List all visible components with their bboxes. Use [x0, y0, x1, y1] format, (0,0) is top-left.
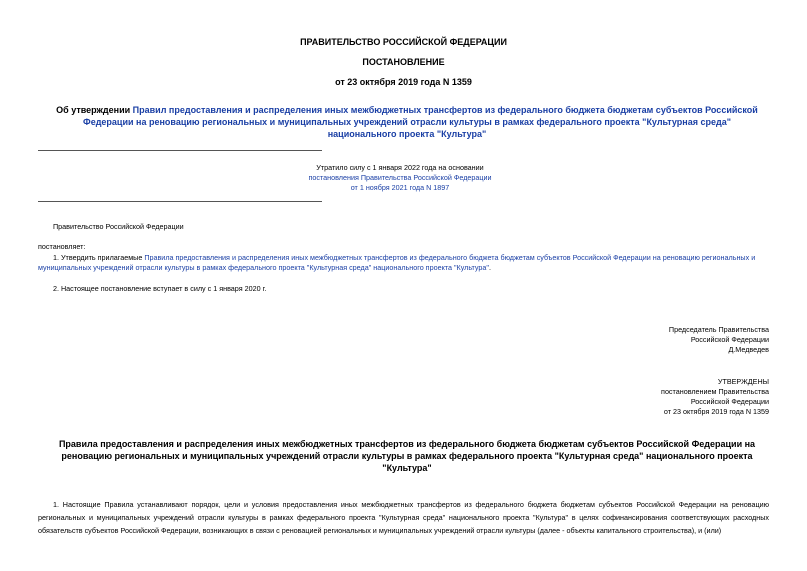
signature-name: Д.Медведев [728, 345, 769, 354]
signature-line-2: Российской Федерации [690, 335, 769, 344]
rules-paragraph-1: 1. Настоящие Правила устанавливают порядок, цели и условия предоставления иных межбюджетных трансфертов из федерального бюджета бюджетам субъектов Российской Федерации на реновацию региональных и муниципальных учреждений отрасли культуры в рамках федерального проекта "Культурная среда" национального проекта "Культура" в целях софинансирования соответствующих расходных обязательств субъектов Российской Федерации, возникающих в связи с реновацией региональных и муниципальных учреждений отрасли культуры (далее - объекты капитального строительства), и (или) [38, 500, 769, 535]
doc-title-link[interactable]: Правил предоставления и распределения иных межбюджетных трансфертов из федерального бюджета бюджетам субъектов Российской Федерации на реновацию региональных и муниципальных учреждений отрасли культуры в рамках федерального проекта "Культурная среда" национального проекта "Культура" [83, 105, 758, 139]
status-note-text: Утратило силу с 1 января 2022 года на основании [316, 163, 484, 172]
approved-line-2: постановлением Правительства [661, 387, 769, 396]
item-2: 2. Настоящее постановление вступает в силу с 1 января 2020 г. [53, 284, 267, 293]
divider-top [38, 150, 322, 151]
status-note-link-2[interactable]: от 1 ноября 2021 года N 1897 [350, 183, 450, 192]
approved-line-1: УТВЕРЖДЕНЫ [717, 377, 769, 386]
org-heading: ПРАВИТЕЛЬСТВО РОССИЙСКОЙ ФЕДЕРАЦИИ [300, 37, 507, 47]
approved-block [569, 377, 769, 417]
gov-text: Правительство Российской Федерации [53, 222, 184, 231]
doc-date-number: от 23 октября 2019 года N 1359 [335, 77, 472, 87]
item-1 [38, 253, 769, 273]
item-1-link[interactable]: Правила предоставления и распределения иных межбюджетных трансфертов из федерального бюджета бюджетам субъектов Российской Федерации на реновацию региональных и муниципальных учреждений отрасли культуры в рамках федерального проекта "Культурная среда" национального проекта "Культура" [38, 253, 756, 272]
status-note [290, 163, 510, 193]
doc-type-heading: ПОСТАНОВЛЕНИЕ [362, 57, 445, 67]
item-1-prefix: 1. Утвердить прилагаемые [53, 253, 145, 262]
item-1-suffix: . [488, 263, 491, 272]
signature-line-1: Председатель Правительства [668, 325, 769, 334]
signature-block [569, 325, 769, 355]
doc-title-prefix: Об утверждении [56, 105, 133, 115]
approved-line-4: от 23 октября 2019 года N 1359 [663, 407, 769, 416]
doc-title [52, 104, 762, 140]
resolves-text: постановляет: [38, 242, 86, 251]
divider-bottom [38, 201, 322, 202]
approved-line-3: Российской Федерации [690, 397, 769, 406]
status-note-link-1[interactable]: постановления Правительства Российской Федерации [308, 173, 492, 182]
rules-title: Правила предоставления и распределения иных межбюджетных трансфертов из федерального бюджета бюджетам субъектов Российской Федерации на реновацию региональных и муниципальных учреждений отрасли культуры в рамках федерального проекта "Культурная среда" национального проекта "Культура" [58, 439, 756, 473]
